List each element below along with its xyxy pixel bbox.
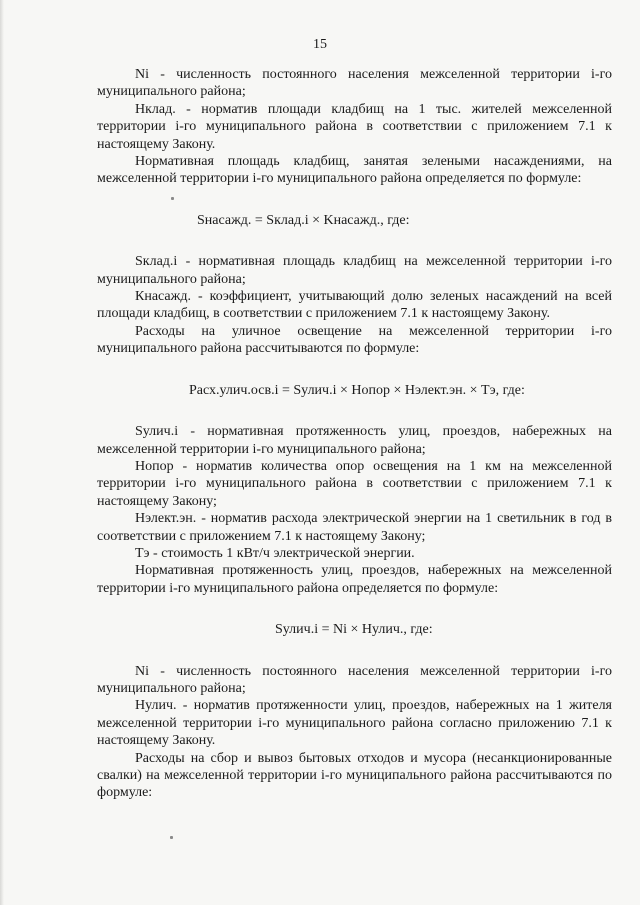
- page-body: [97, 66, 612, 802]
- paragraph-sklad-definition: Sклад.i - нормативная площадь кладбищ на межселенной территории i-го муниципального района;: [97, 254, 612, 287]
- scan-speck: [170, 836, 173, 839]
- paragraph-te-definition: Тэ - стоимость 1 кВт/ч электрической энергии.: [135, 545, 415, 561]
- paragraph-ni-definition-repeat: Ni - численность постоянного населения межселенной территории i-го муниципального района;: [97, 663, 612, 696]
- formula-street-lighting: Расх.улич.осв.i = Sулич.i × Нопор × Нэлект.эн. × Тэ, где:: [189, 382, 525, 398]
- paragraph-sulich-definition: Sулич.i - нормативная протяженность улиц, проездов, набережных на межселенной территории i-го муниципального района;: [97, 424, 612, 457]
- formula-green-area: Sнасажд. = Sклад.i × Kнасажд., где:: [197, 212, 410, 228]
- page-number: 15: [313, 37, 327, 52]
- paragraph-green-area-intro: Нормативная площадь кладбищ, занятая зелеными насаждениями, на межселенной территории i-го муниципального района определяется по формуле:: [97, 154, 612, 187]
- paragraph-nklad-definition: Нклад. - норматив площади кладбищ на 1 тыс. жителей межселенной территории i-го муниципального района в соответствии с приложением 7.1 к настоящему Закону.: [97, 101, 612, 152]
- paragraph-street-length-intro: Нормативная протяженность улиц, проездов, набережных на межселенной территории i-го муниципального района определяется по формуле:: [97, 563, 612, 596]
- formula-street-length: Sулич.i = Ni × Нулич., где:: [275, 622, 433, 638]
- paragraph-ni-definition: Ni - численность постоянного населения межселенной территории i-го муниципального района;: [97, 67, 612, 100]
- scan-edge: [0, 0, 4, 905]
- paragraph-street-lighting-intro: Расходы на уличное освещение на межселенной территории i-го муниципального района рассчитываются по формуле:: [97, 323, 612, 357]
- paragraph-waste-intro: Расходы на сбор и вывоз бытовых отходов и мусора (несанкционированные свалки) на межселенной территории i-го муниципального района рассчитываются по формуле:: [97, 750, 612, 801]
- paragraph-knasazhd-definition: Кнасажд. - коэффициент, учитывающий долю зеленых насаждений на всей площади кладбищ, в соответствии с приложением 7.1 к настоящему Закону.: [97, 289, 612, 322]
- paragraph-nopor-definition: Нопор - норматив количества опор освещения на 1 км на межселенной территории i-го муниципального района в соответствии с приложением 7.1 к настоящему Закону;: [97, 458, 612, 509]
- paragraph-nulich-definition: Нулич. - норматив протяженности улиц, проездов, набережных на 1 жителя межселенной территории i-го муниципального района согласно приложению 7.1 к настоящему Закону.: [97, 698, 612, 749]
- scan-speck: [171, 197, 174, 200]
- paragraph-nelekt-definition: Нэлект.эн. - норматив расхода электрической энергии на 1 светильник в год в соответствии с приложением 7.1 к настоящему Закону;: [97, 511, 612, 544]
